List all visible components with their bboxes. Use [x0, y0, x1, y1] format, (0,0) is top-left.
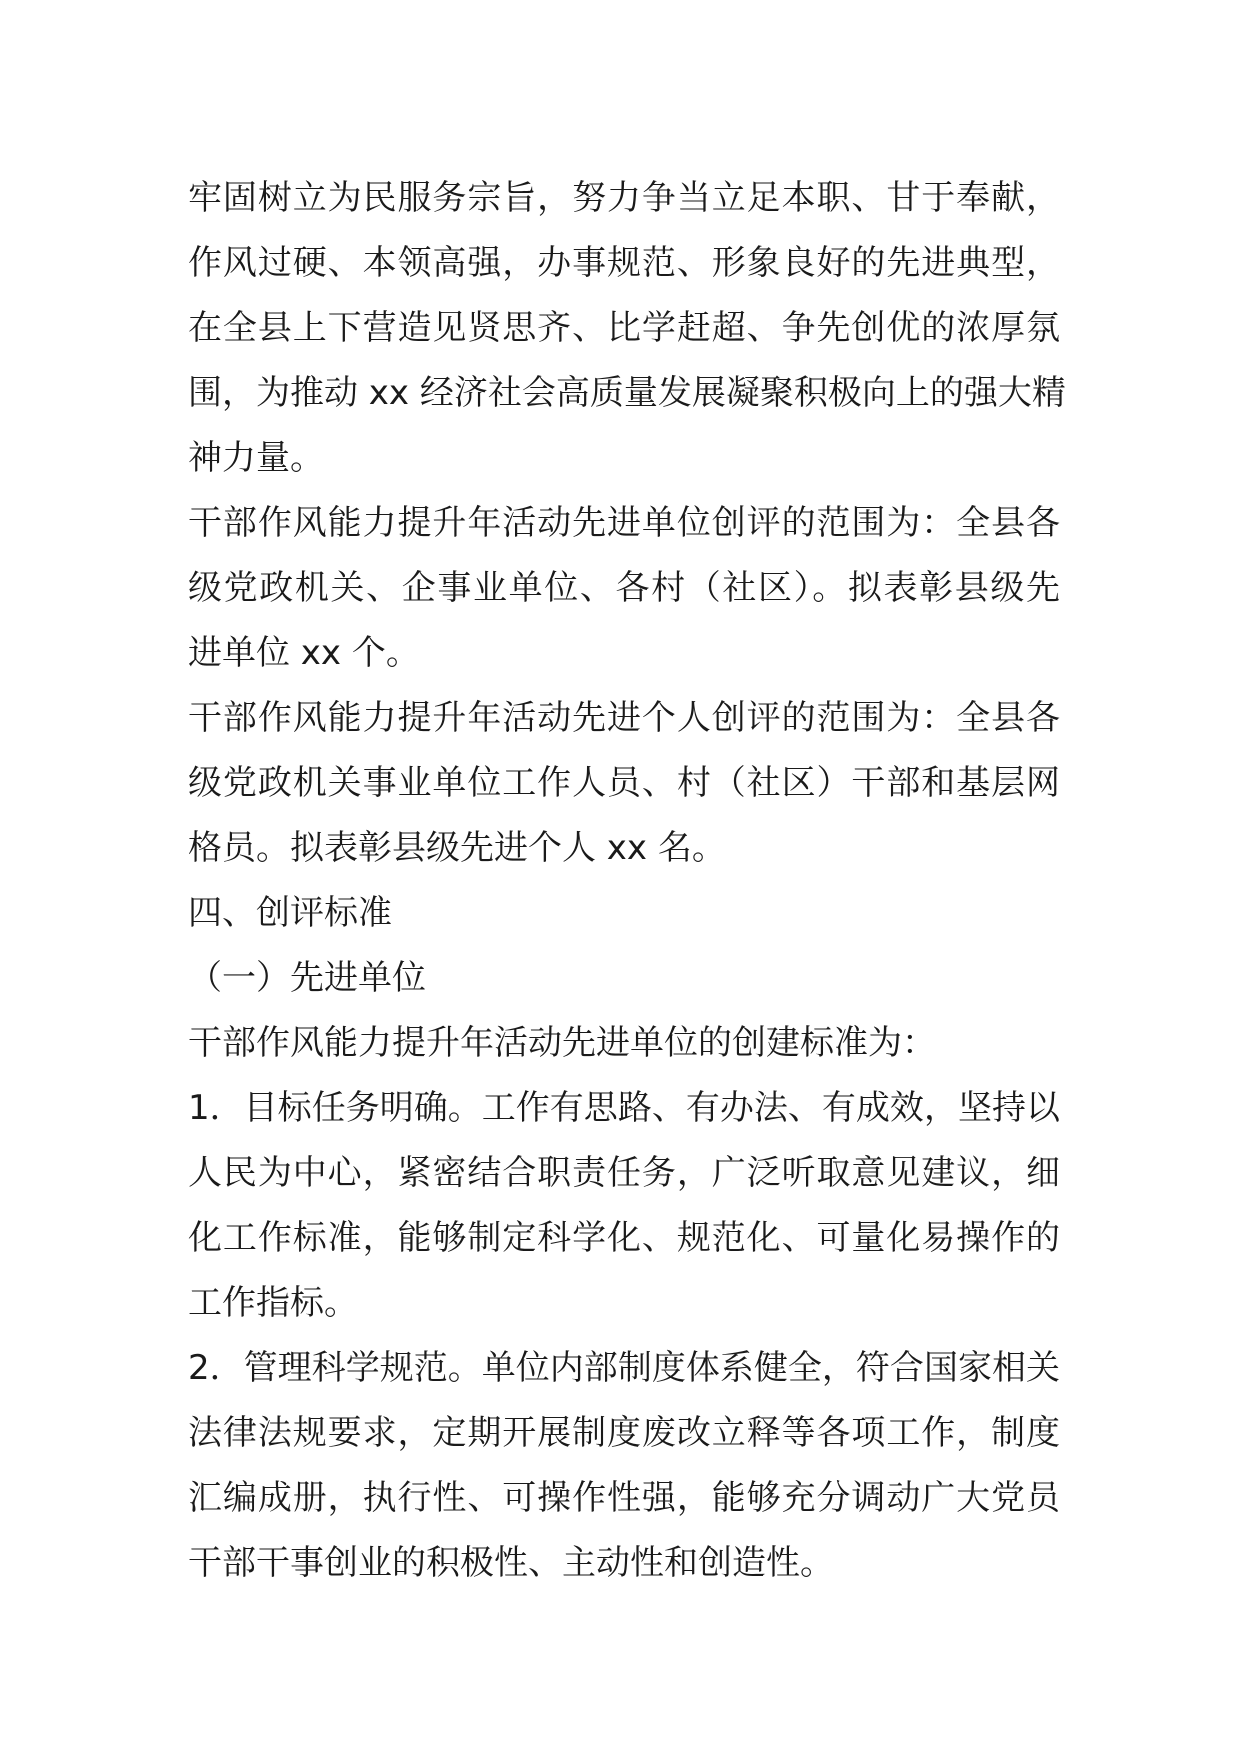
- text-line: 级党政机关、企事业单位、各村（社区）。拟表彰县级先: [188, 568, 1060, 608]
- text-line: 2．管理科学规范。单位内部制度体系健全，符合国家相关: [188, 1348, 1060, 1388]
- text-line: 人民为中心，紧密结合职责任务，广泛听取意见建议，细: [188, 1153, 1060, 1193]
- text-line: 神力量。: [188, 438, 324, 478]
- subsection-heading: （一）先进单位: [188, 958, 426, 998]
- text-line: 工作指标。: [188, 1283, 358, 1323]
- text-line: 围，为推动 xx 经济社会高质量发展凝聚积极向上的强大精: [188, 373, 1066, 413]
- text-line: 作风过硬、本领高强，办事规范、形象良好的先进典型，: [188, 243, 1060, 283]
- text-line: 法律法规要求，定期开展制度废改立释等各项工作，制度: [188, 1413, 1060, 1453]
- document-body: [188, 166, 1066, 1596]
- text-line: 格员。拟表彰县级先进个人 xx 名。: [188, 828, 726, 868]
- text-line: 汇编成册，执行性、可操作性强，能够充分调动广大党员: [188, 1478, 1060, 1518]
- text-line: 牢固树立为民服务宗旨，努力争当立足本职、甘于奉献，: [188, 178, 1060, 218]
- text-line: 在全县上下营造见贤思齐、比学赶超、争先创优的浓厚氛: [188, 308, 1060, 348]
- text-line: 干部作风能力提升年活动先进单位的创建标准为：: [188, 1023, 936, 1063]
- text-line: 进单位 xx 个。: [188, 633, 420, 673]
- section-heading: 四、创评标准: [188, 893, 392, 933]
- text-line: 1．目标任务明确。工作有思路、有办法、有成效，坚持以: [188, 1088, 1060, 1128]
- text-line: 化工作标准，能够制定科学化、规范化、可量化易操作的: [188, 1218, 1060, 1258]
- text-line: 级党政机关事业单位工作人员、村（社区）干部和基层网: [188, 763, 1060, 803]
- text-line: 干部作风能力提升年活动先进个人创评的范围为：全县各: [188, 698, 1060, 738]
- text-line: 干部干事创业的积极性、主动性和创造性。: [188, 1543, 834, 1583]
- text-line: 干部作风能力提升年活动先进单位创评的范围为：全县各: [188, 503, 1060, 543]
